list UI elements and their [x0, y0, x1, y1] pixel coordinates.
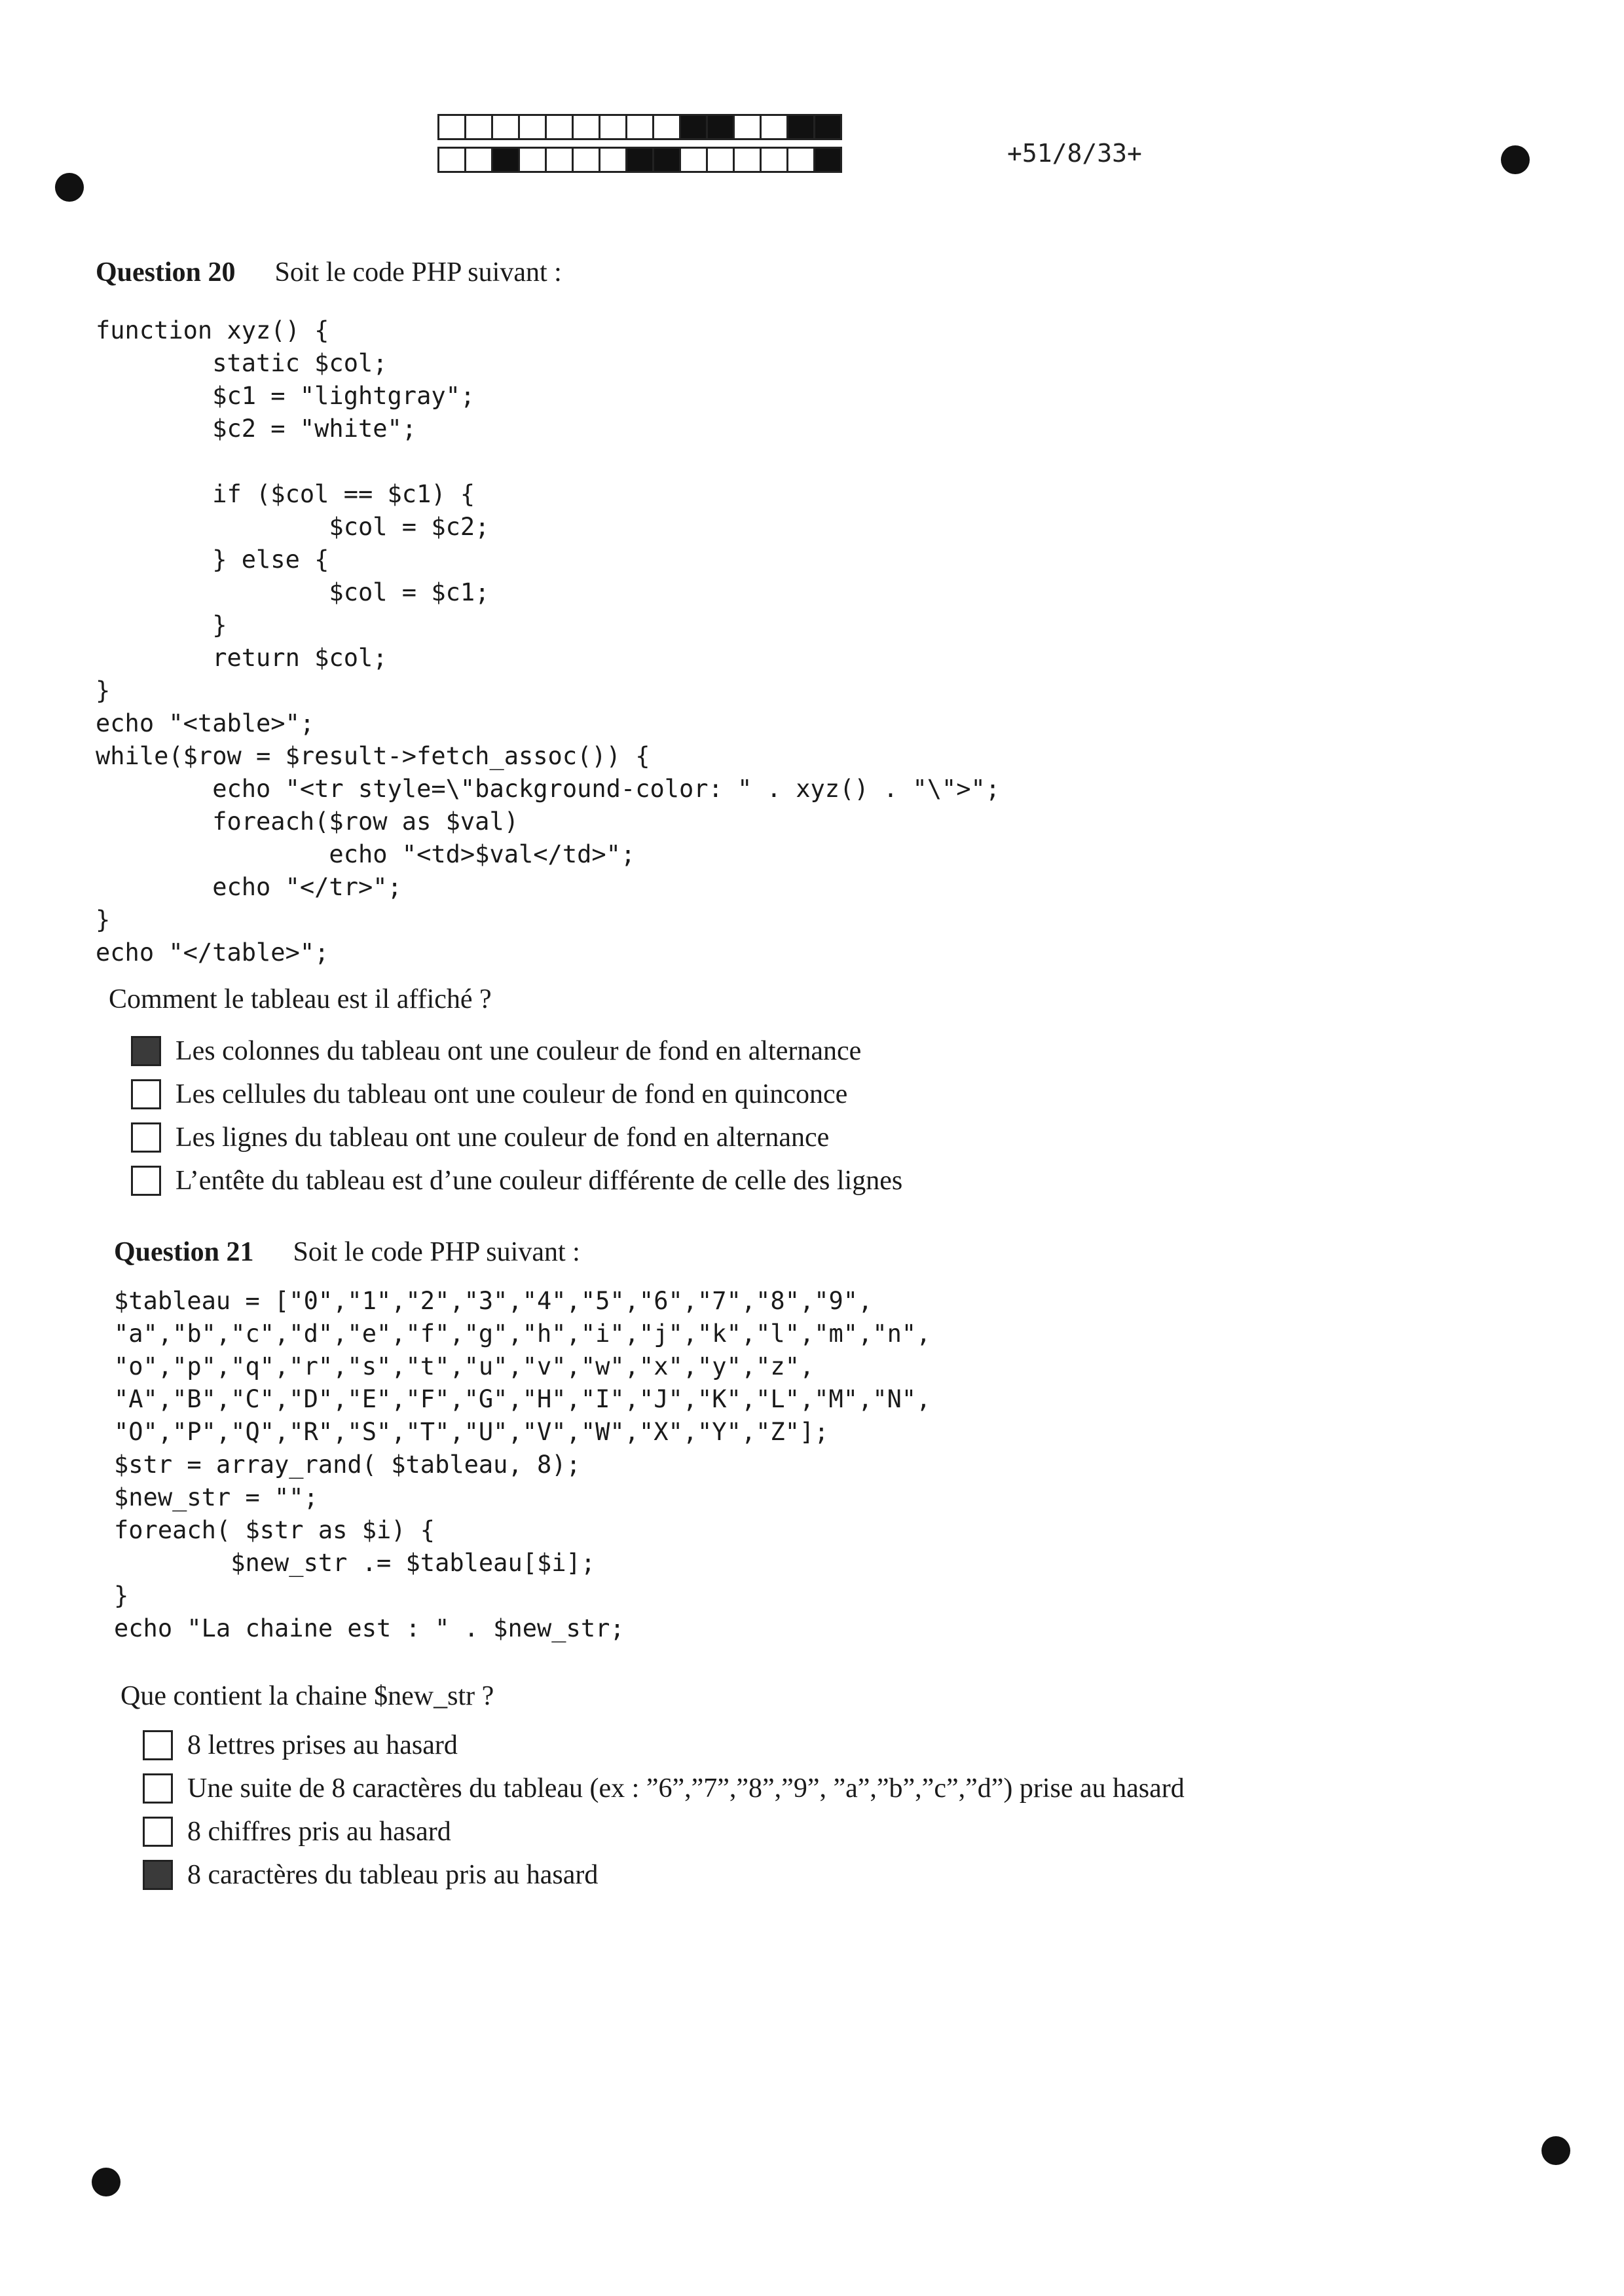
question-label: Question 21	[114, 1237, 254, 1267]
question-intro: Soit le code PHP suivant :	[274, 257, 562, 287]
answer-choice[interactable]	[131, 1073, 902, 1116]
registration-mark-bottom-right	[1541, 2136, 1570, 2165]
choice-label: Une suite de 8 caractères du tableau (ex : ”6”,”7”,”8”,”9”, ”a”,”b”,”c”,”d”) prise au hasard	[187, 1773, 1185, 1804]
php-code-block: $tableau = ["0","1","2","3","4","5","6","7","8","9", "a","b","c","d","e","f","g","h","i","j","k","l","m","n", "o","p","q","r","s","t","u","v","w","x","y","z", "A","B","C","D","E","F","G","H","I","J","K","L","M","N", "O","P","Q","R","S","T","U","V","W","X","Y","Z"]; $str = array_rand( $tableau, 8); $new_str = ""; foreach( $str as $i) { $new_str .= $tableau[$i]; } echo "La chaine est : " . $new_str;	[114, 1287, 931, 1642]
answer-choice[interactable]	[131, 1116, 902, 1159]
id-grid-cell	[625, 147, 654, 173]
id-grid-cell	[786, 114, 815, 140]
checkbox[interactable]	[143, 1730, 173, 1760]
id-grid-cell	[464, 114, 493, 140]
choice-label: Les lignes du tableau ont une couleur de fond en alternance	[175, 1122, 830, 1153]
id-grid-cell	[813, 147, 842, 173]
checkbox[interactable]	[131, 1036, 161, 1066]
id-grid-cell	[491, 147, 520, 173]
answer-choices	[131, 1029, 902, 1202]
answer-choices	[143, 1724, 1185, 1897]
id-grid-cell	[652, 147, 681, 173]
choice-label: L’entête du tableau est d’une couleur différente de celle des lignes	[175, 1166, 903, 1196]
choice-label: 8 chiffres pris au hasard	[187, 1817, 451, 1847]
id-grid-cell	[652, 114, 681, 140]
choice-label: Les cellules du tableau ont une couleur de fond en quinconce	[175, 1079, 848, 1109]
id-grid-cell	[760, 114, 788, 140]
id-grid-cell	[518, 147, 547, 173]
id-grid-cell	[679, 147, 708, 173]
id-grid-cell	[786, 147, 815, 173]
answer-choice[interactable]	[143, 1853, 1185, 1897]
id-grid-cell	[625, 114, 654, 140]
question-header	[96, 257, 562, 288]
answer-choice[interactable]	[143, 1810, 1185, 1853]
question-header	[114, 1236, 580, 1268]
id-grid-cell	[545, 114, 574, 140]
checkbox[interactable]	[131, 1166, 161, 1196]
id-grid-cell	[733, 147, 762, 173]
question-prompt: Comment le tableau est il affiché ?	[109, 984, 492, 1014]
choice-label: 8 lettres prises au hasard	[187, 1730, 458, 1760]
id-grid-cell	[464, 147, 493, 173]
checkbox[interactable]	[131, 1079, 161, 1109]
question-label: Question 20	[96, 257, 236, 287]
student-id-grid	[437, 114, 840, 179]
choice-label: Les colonnes du tableau ont une couleur de fond en alternance	[175, 1036, 862, 1066]
registration-mark-top-left	[55, 173, 84, 202]
checkbox[interactable]	[143, 1817, 173, 1847]
checkbox[interactable]	[143, 1773, 173, 1804]
registration-mark-bottom-left	[92, 2168, 120, 2196]
id-grid-cell	[572, 114, 600, 140]
id-grid-cell	[437, 114, 466, 140]
registration-mark-top-right	[1501, 145, 1530, 174]
answer-choice[interactable]	[131, 1159, 902, 1202]
checkbox[interactable]	[131, 1122, 161, 1153]
id-grid-row	[437, 114, 840, 141]
id-grid-cell	[679, 114, 708, 140]
id-grid-row	[437, 147, 840, 174]
id-grid-cell	[760, 147, 788, 173]
id-grid-cell	[518, 114, 547, 140]
id-grid-cell	[599, 114, 627, 140]
id-grid-cell	[813, 114, 842, 140]
question-intro: Soit le code PHP suivant :	[293, 1237, 580, 1267]
id-grid-cell	[706, 114, 735, 140]
id-grid-cell	[545, 147, 574, 173]
id-grid-cell	[437, 147, 466, 173]
answer-choice[interactable]	[143, 1724, 1185, 1767]
id-grid-cell	[706, 147, 735, 173]
page-id: +51/8/33+	[1007, 139, 1142, 168]
php-code-block: function xyz() { static $col; $c1 = "lightgray"; $c2 = "white"; if ($col == $c1) { $col = $c2; } else { $col = $c1; } return $col; } echo "<table>"; while($row = $result->fetch_assoc()) { echo "<tr style=\"background-color: " . xyz() . "\">"; foreach($row as $val) echo "<td>$val</td>"; echo "</tr>"; } echo "</table>";	[96, 316, 1001, 967]
answer-choice[interactable]	[131, 1029, 902, 1073]
id-grid-cell	[733, 114, 762, 140]
question-prompt: Que contient la chaine $new_str ?	[120, 1681, 494, 1711]
checkbox[interactable]	[143, 1860, 173, 1890]
choice-label: 8 caractères du tableau pris au hasard	[187, 1860, 599, 1890]
id-grid-cell	[599, 147, 627, 173]
answer-choice[interactable]	[143, 1767, 1185, 1810]
id-grid-cell	[491, 114, 520, 140]
id-grid-cell	[572, 147, 600, 173]
